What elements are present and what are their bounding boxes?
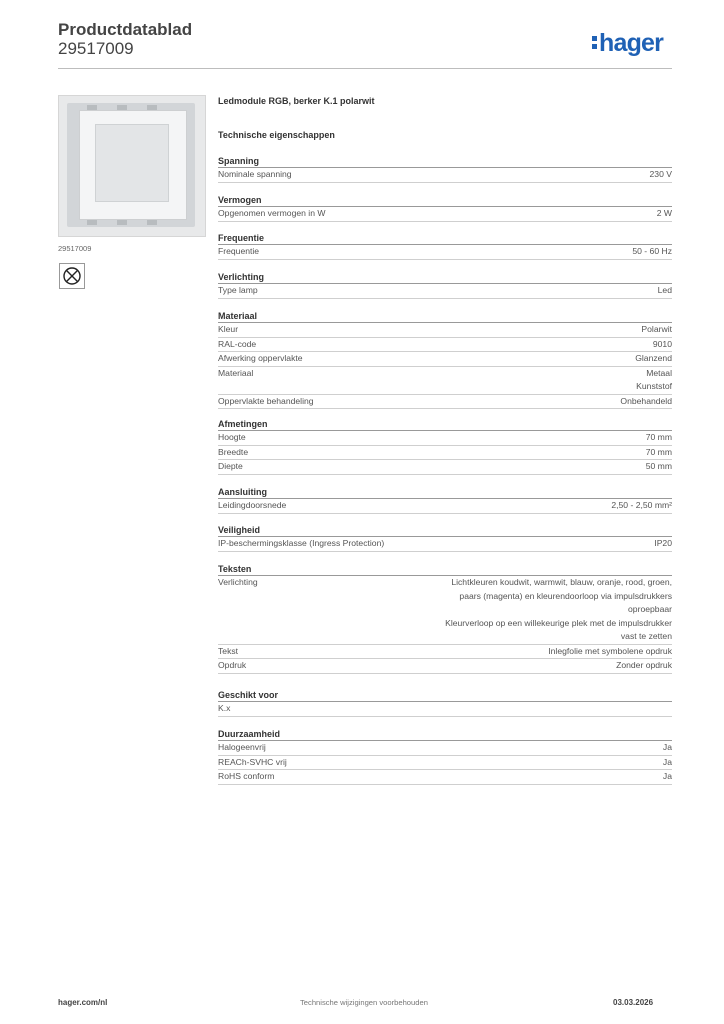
section-duurzaamheid: [218, 728, 672, 785]
property-row: [218, 431, 672, 446]
property-row: [218, 207, 672, 222]
property-value: Metaal Kunststof: [636, 367, 672, 391]
property-label: Materiaal: [218, 367, 254, 378]
product-name: Ledmodule RGB, berker K.1 polarwit: [218, 96, 375, 106]
property-label: Leidingdoorsnede: [218, 500, 287, 510]
property-label: K.x: [218, 703, 231, 713]
property-value: 9010: [652, 338, 672, 349]
property-row: [218, 537, 672, 552]
property-label: Afwerking oppervlakte: [218, 353, 303, 363]
section-spanning: [218, 155, 672, 183]
section-vermogen: [218, 194, 672, 222]
product-image: [58, 95, 206, 237]
property-row: [218, 645, 672, 660]
header-divider: [58, 68, 672, 69]
footer-website[interactable]: hager.com/nl: [58, 998, 108, 1007]
image-caption: 29517009: [58, 244, 92, 253]
property-row: [218, 352, 672, 367]
footer-date: 03.03.2026: [613, 998, 654, 1007]
section-title: Teksten: [218, 563, 672, 576]
document-title: Productdatablad: [58, 20, 193, 39]
section-afmetingen: [218, 418, 672, 475]
properties-title: Technische eigenschappen: [218, 130, 335, 140]
section-veiligheid: [218, 524, 672, 552]
property-value: Zonder opdruk: [616, 660, 672, 670]
property-label: Breedte: [218, 446, 249, 457]
property-value: 50 - 60 Hz: [632, 246, 672, 256]
property-value: IP20: [654, 538, 672, 548]
section-geschikt-voor: [218, 689, 672, 717]
property-label: Tekst: [218, 645, 239, 656]
property-value: Led: [657, 285, 672, 295]
property-row: [218, 284, 672, 299]
property-label: Opdruk: [218, 660, 247, 670]
property-value: 2 W: [656, 208, 672, 218]
property-row: [218, 446, 672, 461]
property-row: [218, 756, 672, 771]
property-value: Ja: [662, 742, 672, 752]
property-row: [218, 395, 672, 410]
property-value: Onbehandeld: [620, 395, 672, 406]
logo-dots-icon: [592, 32, 597, 52]
property-value: 70 mm: [645, 432, 672, 442]
property-row: [218, 576, 672, 645]
property-value: 230 V: [649, 169, 672, 179]
property-label: REACh-SVHC vrij: [218, 756, 287, 767]
property-value: Ja: [662, 756, 672, 767]
property-row: [218, 168, 672, 183]
section-title: Aansluiting: [218, 486, 672, 499]
section-title: Duurzaamheid: [218, 728, 672, 741]
section-teksten: [218, 563, 672, 674]
property-row: [218, 367, 672, 395]
property-label: Nominale spanning: [218, 169, 292, 179]
property-row: [218, 741, 672, 756]
section-title: Spanning: [218, 155, 672, 168]
document-number: 29517009: [58, 39, 134, 58]
property-row: [218, 460, 672, 475]
footer-disclaimer: Technische wijzigingen voorbehouden: [300, 998, 428, 1007]
hager-logo: [592, 28, 663, 58]
property-value: Ja: [662, 771, 672, 781]
property-label: Diepte: [218, 461, 243, 471]
property-row: [218, 659, 672, 674]
property-label: RoHS conform: [218, 771, 275, 781]
property-label: Verlichting: [218, 577, 258, 587]
property-value: 70 mm: [645, 446, 672, 457]
property-row: [218, 245, 672, 260]
property-row: [218, 323, 672, 338]
property-label: RAL-code: [218, 338, 257, 349]
section-title: Frequentie: [218, 232, 672, 245]
section-materiaal: [218, 310, 672, 409]
property-value: Glanzend: [635, 353, 672, 363]
property-label: Oppervlakte behandeling: [218, 395, 314, 406]
property-label: Halogeenvrij: [218, 742, 266, 752]
property-label: Hoogte: [218, 432, 246, 442]
section-title: Materiaal: [218, 310, 672, 323]
property-value: Polarwit: [641, 324, 672, 334]
property-label: Kleur: [218, 324, 239, 334]
property-value: 2,50 - 2,50 mm²: [611, 500, 672, 510]
property-row: [218, 770, 672, 785]
logo-text: hager: [599, 29, 664, 57]
lamp-symbol-icon: [59, 263, 85, 289]
section-frequentie: [218, 232, 672, 260]
section-verlichting: [218, 271, 672, 299]
property-row: [218, 499, 672, 514]
property-label: Frequentie: [218, 246, 260, 256]
property-value: 50 mm: [645, 461, 672, 471]
section-title: Geschikt voor: [218, 689, 672, 702]
property-value: Inlegfolie met symbolene opdruk: [548, 645, 672, 656]
section-title: Verlichting: [218, 271, 672, 284]
property-label: Type lamp: [218, 285, 258, 295]
property-row: [218, 702, 672, 717]
section-title: Afmetingen: [218, 418, 672, 431]
section-title: Vermogen: [218, 194, 672, 207]
section-aansluiting: [218, 486, 672, 514]
property-label: IP-beschermingsklasse (Ingress Protection): [218, 538, 385, 548]
section-title: Veiligheid: [218, 524, 672, 537]
property-label: Opgenomen vermogen in W: [218, 208, 326, 218]
property-row: [218, 338, 672, 353]
property-value: Lichtkleuren koudwit, warmwit, blauw, oranje, rood, groen, paars (magenta) en kleurendoorloop via impulsdrukkers oproepbaar Kleurverloop op een willekeurige plek met de impulsdrukker vast te zetten: [445, 577, 672, 641]
